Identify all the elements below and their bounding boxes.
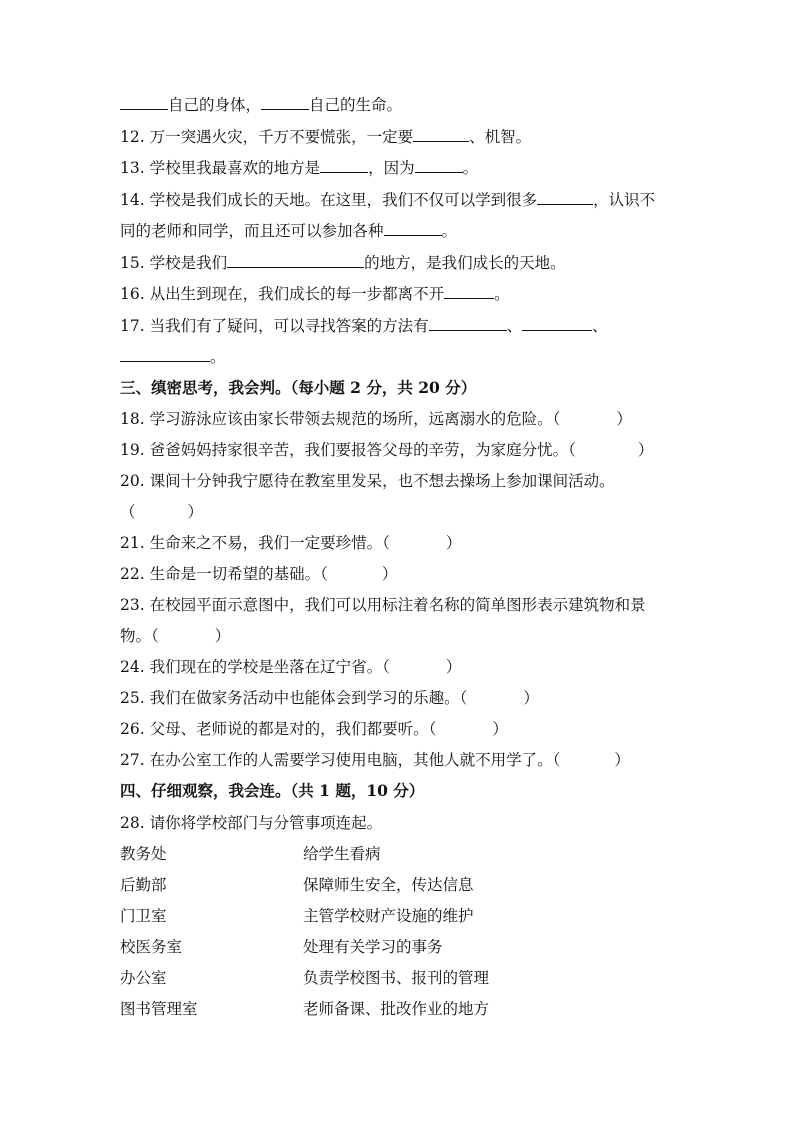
question-13 [120,158,478,178]
question-text: （ [120,503,136,521]
question-text: 。 [210,348,226,366]
question-20-cont [120,502,203,522]
question-text: 的地方，是我们成长的天地。 [364,254,566,272]
question-28: 28. 请你将学校部门与分管事项连起。 [120,814,383,832]
question-text: 25. 我们在做家务活动中也能体会到学习的乐趣。（ [120,689,468,707]
question-text: 12. 万一突遇火灾，千万不要慌张，一定要 [120,128,414,146]
answer-blank[interactable] [413,127,469,142]
question-text: 27. 在办公室工作的人需要学习使用电脑，其他人就不用学了。（ [120,751,561,769]
match-right-item[interactable]: 给学生看病 [303,845,381,863]
question-text: 同的老师和同学，而且还可以参加各种 [120,222,384,240]
question-text: 17. 当我们有了疑问，可以寻找答案的方法有 [120,317,429,335]
text: 自己的身体， [168,96,262,114]
answer-blank[interactable] [522,316,592,331]
question-text: 18. 学习游泳应该由家长带领去规范的场所，远离溺水的危险。（ [120,410,561,428]
question-text: 14. 学校是我们成长的天地。在这里，我们不仅可以学到很多 [120,191,538,209]
close-paren: ） [614,751,630,769]
question-26 [120,719,508,739]
answer-blank[interactable] [320,158,368,173]
match-left-item[interactable]: 门卫室 [120,907,167,925]
match-left-item[interactable]: 校医务室 [120,938,183,956]
close-paren: ） [492,720,508,738]
question-17 [120,316,608,336]
question-27 [120,750,630,770]
text: 自己的生命。 [309,96,403,114]
question-23 [120,595,646,615]
question-14-cont [120,221,457,241]
question-text: 、 [592,317,608,335]
question-22 [120,564,397,584]
question-24 [120,657,461,677]
question-text: 19. 爸爸妈妈持家很辛苦，我们要报答父母的辛劳，为家庭分忧。（ [120,441,576,459]
answer-blank[interactable] [537,190,593,205]
question-text: 13. 学校里我最喜欢的地方是 [120,159,321,177]
question-12 [120,127,531,147]
section-4-heading: 四、仔细观察，我会连。（共 1 题，10 分） [120,781,425,800]
match-right-item[interactable]: 老师备课、批改作业的地方 [303,1000,490,1018]
close-paren: ） [445,658,462,676]
question-text: 20. 课间十分钟我宁愿待在教室里发呆，也不想去操场上参加课间活动。 [120,472,615,490]
close-paren: ） [616,410,632,428]
question-16 [120,284,510,304]
answer-blank[interactable] [120,95,168,110]
question-25 [120,688,539,708]
question-18 [120,409,632,429]
question-text: 22. 生命是一切希望的基础。（ [120,565,328,583]
question-17-cont [120,347,226,367]
question-text: 16. 从出生到现在，我们成长的每一步都离不开 [120,285,445,303]
question-15 [120,253,566,273]
match-right-item[interactable]: 保障师生安全，传达信息 [303,876,474,894]
answer-blank[interactable] [444,284,494,299]
question-21 [120,533,461,553]
answer-blank[interactable] [415,158,463,173]
match-left-item[interactable]: 办公室 [120,969,167,987]
question-text: 。 [441,222,458,240]
close-paren: ） [187,503,204,521]
question-text: 。 [462,159,479,177]
close-paren: ） [381,565,398,583]
match-right-item[interactable]: 主管学校财产设施的维护 [303,907,474,925]
question-text: ，认识不 [593,191,656,209]
close-paren: ） [445,534,462,552]
match-right-item[interactable]: 处理有关学习的事务 [303,938,443,956]
match-left-item[interactable]: 后勤部 [120,876,167,894]
question-text: 、机智。 [469,128,532,146]
question-text: 物。（ [120,627,159,645]
answer-blank[interactable] [429,316,507,331]
match-right-item[interactable]: 负责学校图书、报刊的管理 [303,969,490,987]
question-text: 23. 在校园平面示意图中，我们可以用标注着名称的简单图形表示建筑物和景 [120,596,646,614]
question-text: 15. 学校是我们 [120,254,228,272]
question-text: 24. 我们现在的学校是坐落在辽宁省。（ [120,658,390,676]
question-text: 21. 生命来之不易，我们一定要珍惜。（ [120,534,390,552]
question-text: 26. 父母、老师说的都是对的，我们都要听。（ [120,720,437,738]
question-19 [120,440,653,460]
question-23-cont [120,626,230,646]
close-paren: ） [214,627,231,645]
close-paren: ） [523,689,539,707]
answer-blank[interactable] [227,253,364,268]
close-paren: ） [637,441,654,459]
answer-blank[interactable] [120,347,210,362]
match-left-item[interactable]: 教务处 [120,845,167,863]
question-text: 、 [506,317,523,335]
question-text: 。 [494,285,510,303]
answer-blank[interactable] [384,221,442,236]
match-left-item[interactable]: 图书管理室 [120,1000,198,1018]
question-text: ，因为 [368,159,415,177]
fill-line-11-cont [120,95,402,115]
question-20 [120,471,615,491]
answer-blank[interactable] [261,95,309,110]
question-14 [120,190,655,210]
section-3-heading: 三、缜密思考，我会判。（每小题 2 分，共 20 分） [120,378,477,397]
